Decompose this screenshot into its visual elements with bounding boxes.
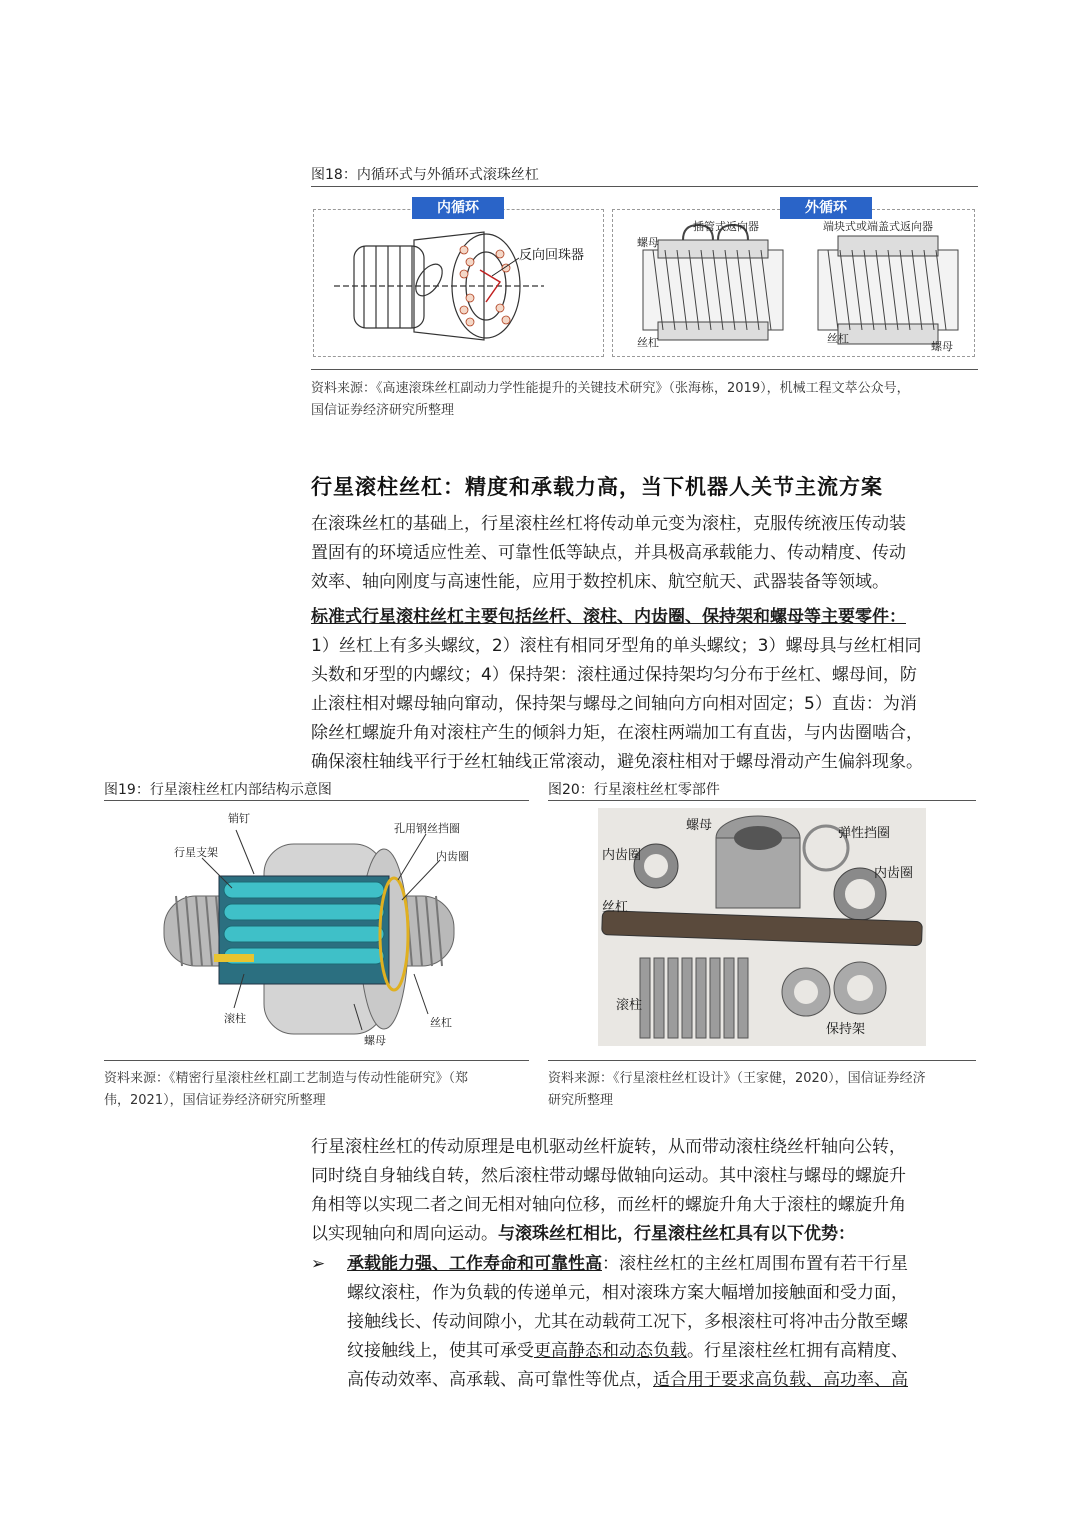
fig19-source-line2: 伟，2021），国信证券经济研究所整理 [104,1093,326,1108]
fig18-bottom-rule [311,369,978,370]
intro-line-3: 效率、轴向刚度与高速性能，应用于数控机床、航空航天、武器装备等领域。 [311,572,889,592]
fig19-title-rule [104,800,529,801]
screw-label: 丝杠 [430,1016,452,1029]
fig19-title: 图19：行星滚柱丝杠内部结构示意图 [104,782,332,798]
bullet-advantage-1 [347,1250,908,1395]
components-paragraph [311,603,923,777]
components-photo-drawing [598,808,926,1046]
fig20-bottom-rule [548,1060,976,1061]
inner-circulation-drawing [314,210,603,356]
principle-paragraph [311,1133,906,1249]
bullet-title: 承载能力强、工作寿命和可靠性高 [347,1254,602,1274]
photo-screw-label: 丝杠 [602,900,629,915]
retaining-ring-label: 孔用钢丝挡圈 [394,822,460,835]
bullet-line-5-a: 高传动效率、高承载、高可靠性等优点， [347,1370,653,1390]
fig18-source-line2: 国信证券经济研究所整理 [311,403,455,418]
fig20-title-rule [548,800,976,801]
photo-gear-right-label: 内齿圈 [874,866,914,881]
fig19-source-line1: 资料来源：《精密行星滚柱丝杠副工艺制造与传动性能研究》（郑 [104,1071,469,1086]
inner-circulation-tag: 内循环 [412,197,504,219]
components-lead: 标准式行星滚柱丝杠主要包括丝杆、滚柱、内齿圈、保持架和螺母等主要零件： [311,607,906,627]
outer-nut-left-label: 螺母 [637,236,659,249]
photo-nut-label: 螺母 [686,818,713,833]
insert-tube-label: 插管式返向器 [693,220,759,233]
outer-circulation-tag: 外循环 [780,197,872,219]
bullet-line-4-b: 。行星滚柱丝杠拥有高精度、 [687,1341,908,1361]
bullet-line-1-rest: ：滚柱丝杠的主丝杠周围布置有若干行星 [602,1254,908,1274]
pin-label: 销钉 [228,812,250,825]
bullet-line-2: 螺纹滚柱，作为负载的传递单元，相对滚珠方案大幅增加接触面和受力面， [347,1283,908,1303]
photo-cage-label: 保持架 [826,1022,866,1037]
fig19-diagram [104,804,529,1054]
fig20-photo [598,808,926,1046]
photo-roller-label: 滚柱 [616,998,643,1013]
inner-circulation-panel [313,209,604,357]
carrier-label: 行星支架 [174,846,218,859]
fig18-title-rule [311,186,978,187]
components-line-3: 止滚柱相对螺母轴向窜动，保持架与螺母之间轴向方向相对固定；5）直齿：为消 [311,694,917,714]
nut-label: 螺母 [364,1034,386,1047]
outer-screw-right-label: 丝杠 [827,332,849,345]
fig18-title: 图18：内循环式与外循环式滚珠丝杠 [311,167,539,183]
principle-line-2: 同时绕自身轴线自转，然后滚柱带动螺母做轴向运动。其中滚柱与螺母的螺旋升 [311,1166,906,1186]
intro-line-2: 置固有的环境适应性差、可靠性低等缺点，并具极高承载能力、传动精度、传动 [311,543,906,563]
components-line-1: 1）丝杠上有多头螺纹，2）滚柱有相同牙型角的单头螺纹；3）螺母具与丝杠相同 [311,636,922,656]
outer-screw-left-label: 丝杠 [637,336,659,349]
bullet-line-5-underline: 适合用于要求高负载、高功率、高 [653,1370,908,1390]
photo-gear-left-label: 内齿圈 [602,848,642,863]
fig19-bottom-rule [104,1060,529,1061]
photo-spring-ring-label: 弹性挡圈 [838,826,891,841]
internal-gear-label: 内齿圈 [436,850,469,863]
principle-line-3: 角相等以实现二者之间无相对轴向位移，而丝杆的螺旋升角大于滚柱的螺旋升角 [311,1195,906,1215]
planetary-roller-screw-drawing [104,804,529,1054]
principle-line-4 [311,1220,906,1249]
end-block-label: 端块式或端盖式返向器 [823,220,933,233]
principle-line-1: 行星滚柱丝杠的传动原理是电机驱动丝杆旋转，从而带动滚柱绕丝杆轴向公转， [311,1137,906,1157]
bullet-line-4-a: 纹接触线上，使其可承受 [347,1341,534,1361]
components-line-4: 除丝杠螺旋升角对滚柱产生的倾斜力矩，在滚柱两端加工有直齿，与内齿圈啮合， [311,723,923,743]
bullet-line-4-underline: 更高静态和动态负载 [534,1341,687,1361]
bullet-line-3: 接触线长、传动间隙小，尤其在动载荷工况下，多根滚柱可将冲击分散至螺 [347,1312,908,1332]
components-line-2: 头数和牙型的内螺纹；4）保持架：滚柱通过保持架均匀分布于丝杠、螺母间，防 [311,665,917,685]
fig18-source-line1: 资料来源：《高速滚珠丝杠副动力学性能提升的关键技术研究》（张海栋，2019），机械工程文萃公众号， [311,381,910,396]
intro-paragraph [311,510,906,597]
bullet-line-4 [347,1337,908,1366]
outer-nut-right-label: 螺母 [931,340,953,353]
fig20-title: 图20：行星滚柱丝杠零部件 [548,782,720,798]
bullet-marker: ➢ [311,1254,326,1274]
outer-circulation-panel [612,209,975,357]
reverse-return-label: 反向回珠器 [519,248,585,263]
fig20-source-line1: 资料来源：《行星滚柱丝杠设计》（王家健，2020），国信证券经济 [548,1071,926,1086]
bullet-line-5 [347,1366,908,1395]
section-heading: 行星滚柱丝杠：精度和承载力高，当下机器人关节主流方案 [311,475,883,499]
bullet-line-1 [347,1250,908,1279]
fig20-source-line2: 研究所整理 [548,1093,614,1108]
principle-line-4-plain: 以实现轴向和周向运动。 [311,1224,498,1244]
roller-label: 滚柱 [224,1012,246,1025]
principle-line-4-bold: 与滚珠丝杠相比，行星滚柱丝杠具有以下优势： [498,1224,855,1244]
components-line-5: 确保滚柱轴线平行于丝杠轴线正常滚动，避免滚柱相对于螺母滑动产生偏斜现象。 [311,752,923,772]
intro-line-1: 在滚珠丝杠的基础上，行星滚柱丝杠将传动单元变为滚柱，克服传统液压传动装 [311,514,906,534]
